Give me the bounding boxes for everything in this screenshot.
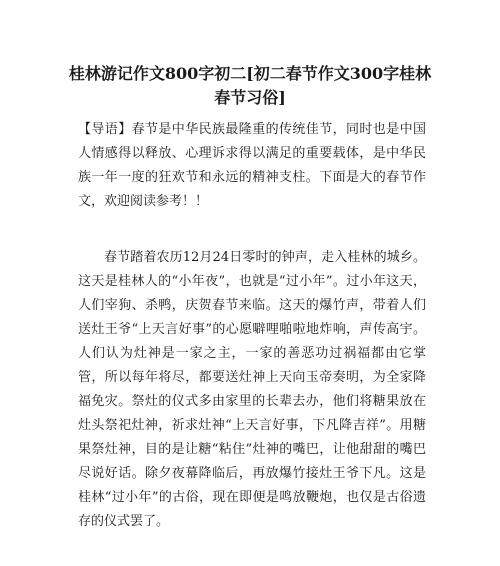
faded-text-fragment (78, 556, 426, 566)
document-title: 桂林游记作文800字初二[初二春节作文300字桂林春节习俗] (68, 64, 432, 107)
body-paragraph: 春节踏着农历12月24日零时的钟声，走入桂林的城乡。这天是桂林人的“小年夜”，也就是“过小年”。过小年这天，人们宰狗、杀鸭，庆贺春节来临。这天的爆竹声，带着人们送灶王爷“上天言好事”的心愿噼哩啪啦地炸响，声传高宇。人们认为灶神是一家之主，一家的善恶功过祸福都由它掌管，所以每年将尽，都要送灶神上天向玉帝奏明，为全家降福免灾。祭灶的仪式多由家里的长辈去办，他们将糖果放在灶头祭祀灶神，祈求灶神“上天言好事，下凡降吉祥”。用糖果祭灶神，目的是让糖“粘住”灶神的嘴巴，让他甜甜的嘴巴尽说好话。除夕夜幕降临后，再放爆竹接灶王爷下凡。这是桂林“过小年”的古俗，现在即便是鸣放鞭炮，也仅是古俗遗存的仪式罢了。 (78, 250, 426, 529)
intro-paragraph: 【导语】春节是中华民族最隆重的传统佳节，同时也是中国人情感得以释放、心理诉求得以满足的重要载体，是中华民族一年一度的狂欢节和永远的精神支柱。下面是大的春节作文，欢迎阅读参考！！ (78, 122, 426, 209)
